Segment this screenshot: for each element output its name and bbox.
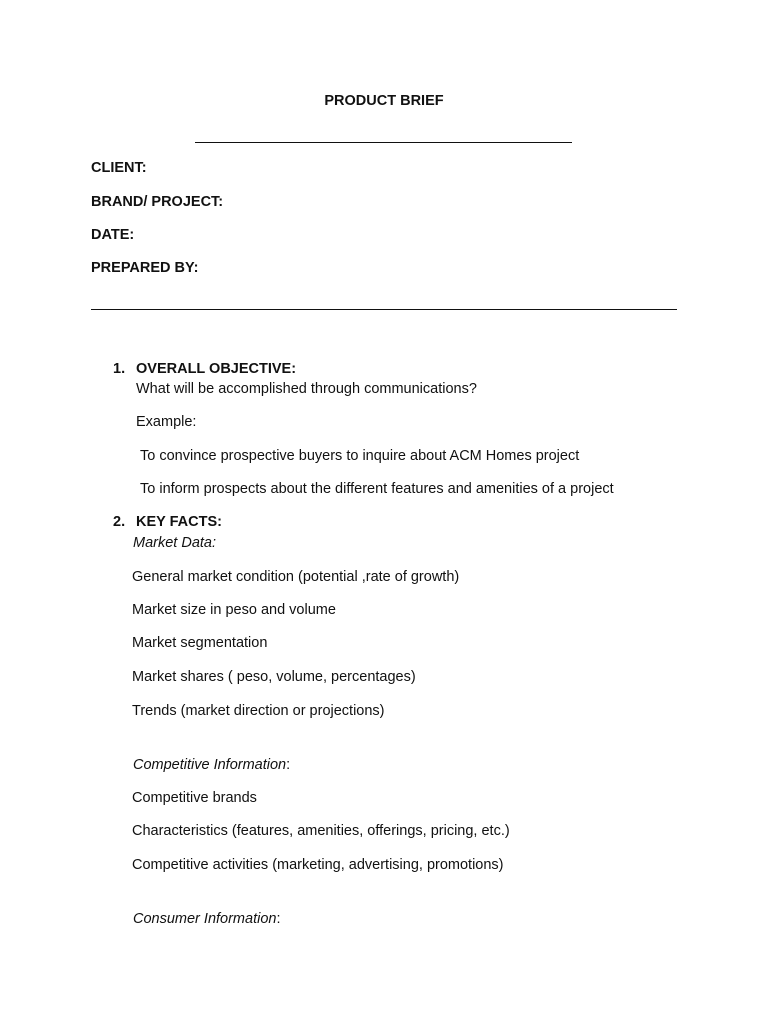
example-label: Example: [136,414,197,430]
example-item: To inform prospects about the different features and amenities of a project [140,481,614,497]
market-data-label: Market Data: [133,535,216,551]
market-item: Market shares ( peso, volume, percentages) [132,669,416,685]
section-1-heading: OVERALL OBJECTIVE: [136,361,297,377]
competitive-info-text: Competitive Information [133,757,287,773]
competitive-info-label: Competitive Information: [133,757,291,773]
section-2-heading: KEY FACTS: [136,514,222,530]
header-divider [91,309,677,310]
title-underline [195,142,572,143]
client-label: CLIENT: [91,160,147,176]
market-item: Market size in peso and volume [132,602,336,618]
section-1-question: What will be accomplished through communications? [136,381,477,397]
competitive-item: Characteristics (features, amenities, offerings, pricing, etc.) [132,823,510,839]
prepared-by-label: PREPARED BY: [91,260,199,276]
section-1-number: 1. [113,361,126,377]
market-item: General market condition (potential ,rate of growth) [132,569,460,585]
brand-project-label: BRAND/ PROJECT: [91,194,224,210]
market-item: Trends (market direction or projections) [132,703,385,719]
competitive-item: Competitive activities (marketing, advertising, promotions) [132,857,504,873]
consumer-info-label: Consumer Information: [133,911,281,927]
section-2-number: 2. [113,514,126,530]
competitive-item: Competitive brands [132,790,257,806]
date-label: DATE: [91,227,135,243]
market-item: Market segmentation [132,635,268,651]
example-item: To convince prospective buyers to inquire about ACM Homes project [140,448,580,464]
document-title: PRODUCT BRIEF [324,93,444,109]
consumer-info-text: Consumer Information [133,911,277,927]
